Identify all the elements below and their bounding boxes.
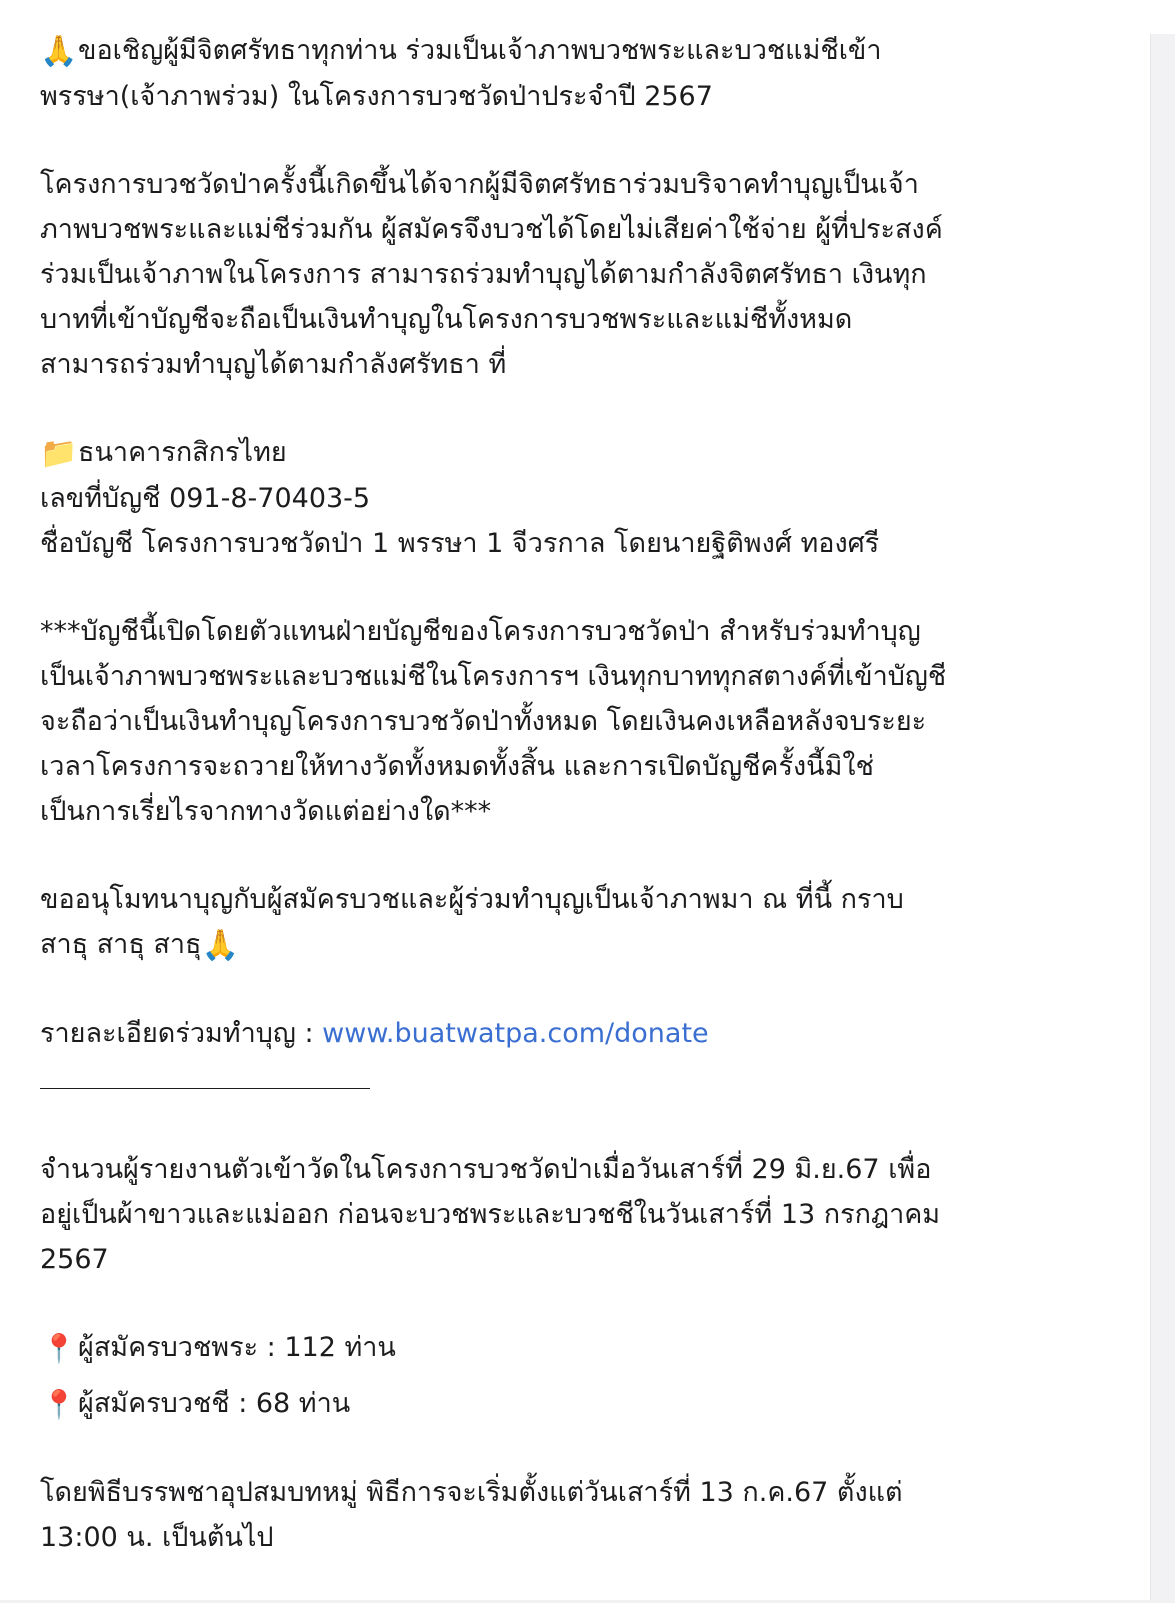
intro-line-1: 🙏ขอเชิญผู้มีจิตศรัทธาทุกท่าน ร่วมเป็นเจ้าภาพบวชพระและบวชแม่ชีเข้า — [40, 28, 1130, 74]
post-text — [40, 28, 1130, 1603]
description-line: โครงการบวชวัดป่าครั้งนี้เกิดขึ้นได้จากผู้มีจิตศรัทธาร่วมบริจาคทำบุญเป็นเจ้า — [40, 169, 919, 200]
thanks-paragraph — [40, 877, 1130, 968]
nun-count: ผู้สมัครบวชชี : 68 ท่าน — [78, 1388, 351, 1419]
monk-count: ผู้สมัครบวชพระ : 112 ท่าน — [78, 1332, 396, 1363]
ceremony-line: โดยพิธีบรรพชาอุปสมบทหมู่ พิธีการจะเริ่มตั้งแต่วันเสาร์ที่ 13 ก.ค.67 ตั้งแต่ — [40, 1477, 903, 1508]
report-line: อยู่เป็นผ้าขาวและแม่ออก ก่อนจะบวชพระและบวชชีในวันเสาร์ที่ 13 กรกฎาคม — [40, 1199, 941, 1230]
counts-list — [40, 1325, 1130, 1427]
right-edge-top — [1150, 0, 1175, 34]
notice-paragraph — [40, 609, 1130, 834]
bank-name: ธนาคารกสิกรไทย — [78, 437, 287, 468]
notice-line: ***บัญชีนี้เปิดโดยตัวแทนฝ่ายบัญชีของโครงการบวชวัดป่า สำหรับร่วมทำบุญ — [40, 616, 921, 647]
notice-line: เป็นเจ้าภาพบวชพระและบวชแม่ชีในโครงการฯ เงินทุกบาททุกสตางค์ที่เข้าบัญชี — [40, 661, 947, 692]
monk-count-row — [40, 1325, 1130, 1371]
intro-line-2: พรรษา(เจ้าภาพร่วม) ในโครงการบวชวัดป่าประจำปี 2567 — [40, 81, 713, 112]
intro-paragraph — [40, 28, 1130, 119]
description-line: สามารถร่วมทำบุญได้ตามกำลังศรัทธา ที่ — [40, 349, 507, 380]
report-line: 2567 — [40, 1244, 109, 1275]
description-line: ภาพบวชพระและแม่ชีร่วมกัน ผู้สมัครจึงบวชได้โดยไม่เสียค่าใช้จ่าย ผู้ที่ประสงค์ — [40, 214, 943, 245]
thanks-line-1: ขออนุโมทนาบุญกับผู้สมัครบวชและผู้ร่วมทำบุญเป็นเจ้าภาพมา ณ ที่นี้ กราบ — [40, 884, 904, 915]
report-paragraph — [40, 1147, 1130, 1282]
donate-line — [40, 1011, 1130, 1056]
folded-hands-icon: 🙏 — [201, 928, 240, 963]
report-line: จำนวนผู้รายงานตัวเข้าวัดในโครงการบวชวัดป่าเมื่อวันเสาร์ที่ 29 มิ.ย.67 เพื่อ — [40, 1154, 932, 1185]
ceremony-paragraph — [40, 1470, 1130, 1560]
folder-icon: 📁 — [40, 436, 78, 471]
donate-label: รายละเอียดร่วมทำบุญ : — [40, 1018, 323, 1049]
notice-line: เป็นการเรี่ยไรจากทางวัดแต่อย่างใด*** — [40, 796, 492, 827]
bank-paragraph — [40, 430, 1130, 566]
round-pushpin-icon: 📍 — [41, 1388, 77, 1421]
round-pushpin-icon: 📍 — [41, 1332, 77, 1365]
divider — [40, 1088, 370, 1089]
description-line: บาทที่เข้าบัญชีจะถือเป็นเงินทำบุญในโครงการบวชพระและแม่ชีทั้งหมด — [40, 304, 853, 335]
description-paragraph — [40, 162, 1130, 387]
ceremony-line: 13:00 น. เป็นต้นไป — [40, 1522, 274, 1553]
donate-link[interactable]: www.buatwatpa.com/donate — [322, 1018, 709, 1049]
account-name: ชื่อบัญชี โครงการบวชวัดป่า 1 พรรษา 1 จีวรกาล โดยนายฐิติพงศ์ ทองศรี — [40, 528, 880, 559]
notice-line: จะถือว่าเป็นเงินทำบุญโครงการบวชวัดป่าทั้งหมด โดยเงินคงเหลือหลังจบระยะ — [40, 706, 927, 737]
thanks-line-2: สาธุ สาธุ สาธุ🙏 — [40, 922, 1130, 968]
bank-name-line — [40, 430, 1130, 476]
folded-hands-icon: 🙏 — [40, 34, 78, 69]
right-edge-rule — [1150, 34, 1151, 1600]
nun-count-row — [40, 1381, 1130, 1427]
account-number: เลขที่บัญชี 091-8-70403-5 — [40, 483, 371, 514]
notice-line: เวลาโครงการจะถวายให้ทางวัดทั้งหมดทั้งสิ้น และการเปิดบัญชีครั้งนี้มิใช่ — [40, 751, 874, 782]
description-line: ร่วมเป็นเจ้าภาพในโครงการ สามารถร่วมทำบุญได้ตามกำลังจิตศรัทธา เงินทุก — [40, 259, 927, 290]
